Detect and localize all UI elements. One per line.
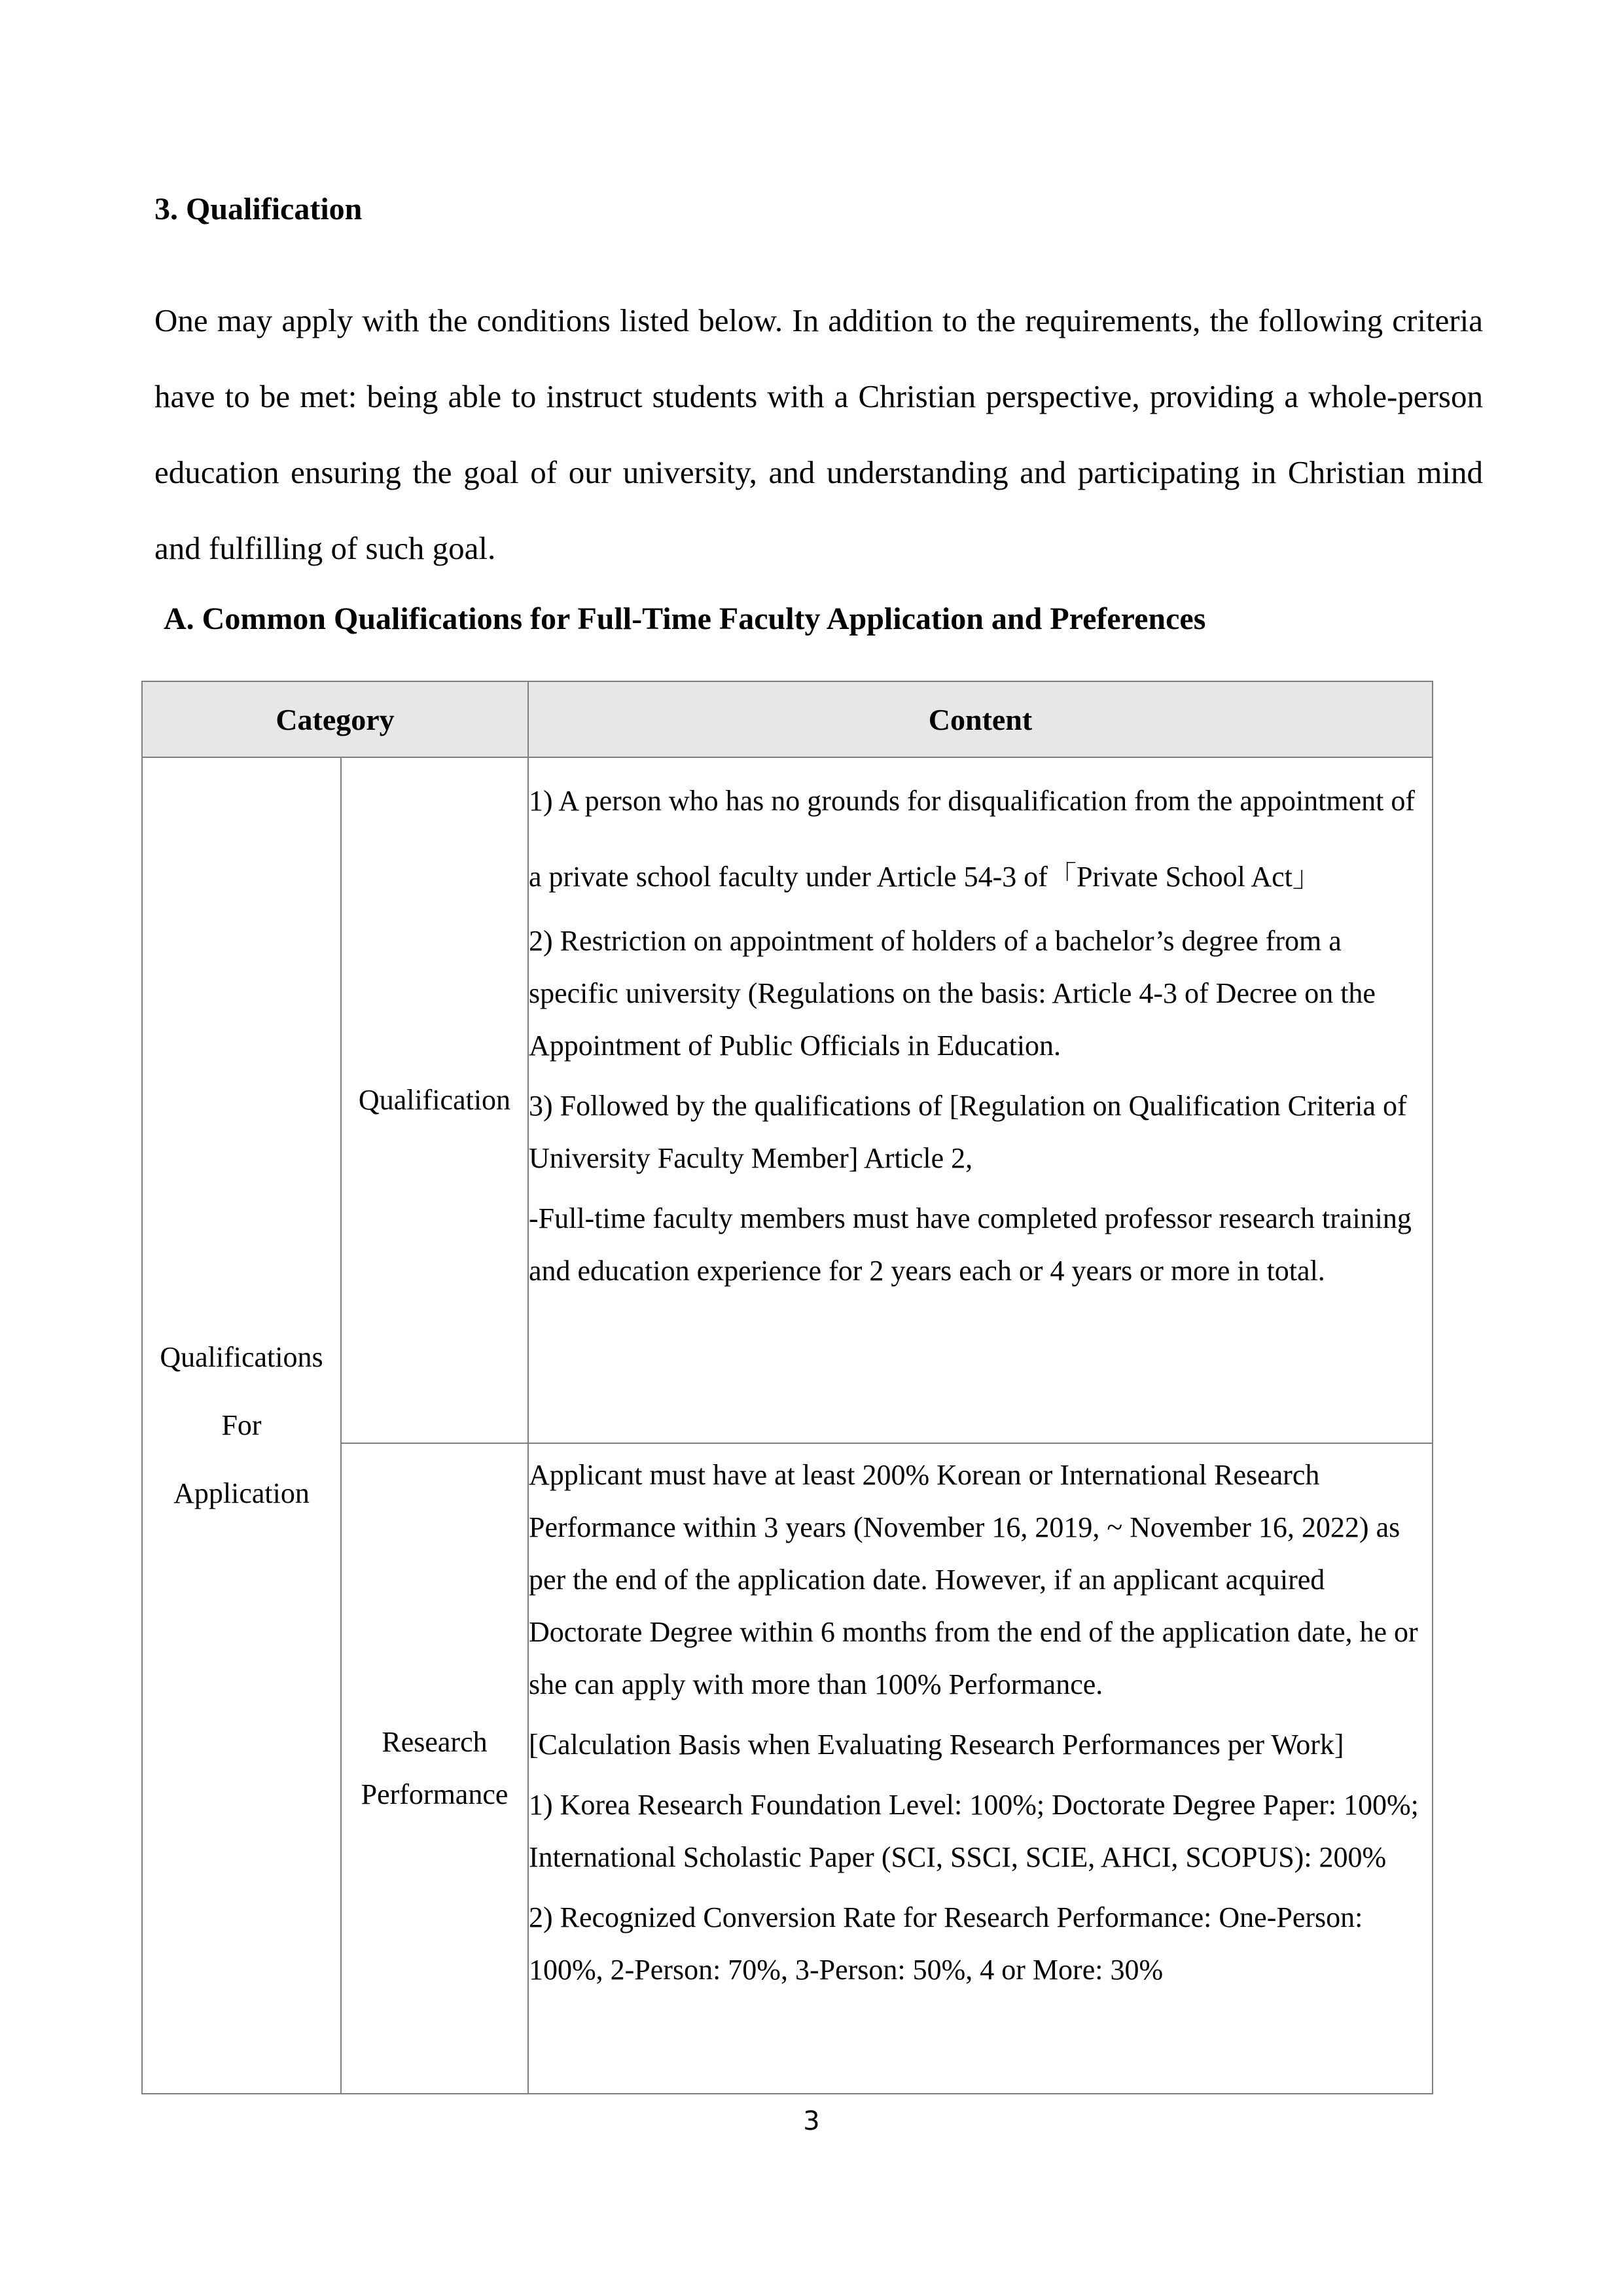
- section-heading: 3. Qualification: [154, 192, 363, 226]
- research-item: 1) Korea Research Foundation Level: 100%; Doctorate Degree Paper: 100%; International Scholastic Paper (SCI, SSCI, SCIE, AHCI, SCOPUS): 200%: [529, 1789, 1419, 1873]
- qualification-item: 1) A person who has no grounds for disqualification from the appointment of a private school faculty under Article 54-3 of「Private School Act」: [529, 785, 1415, 893]
- table-header-row: [142, 681, 1433, 757]
- subcategory-line: Research: [382, 1726, 488, 1758]
- header-content: Content: [528, 681, 1433, 757]
- qualification-item: 3) Followed by the qualifications of [Regulation on Qualification Criteria of University Faculty Member] Article 2,: [529, 1090, 1407, 1174]
- qualifications-table: [141, 681, 1433, 2094]
- research-item: Applicant must have at least 200% Korean or International Research Performance within 3 years (November 16, 2019, ~ November 16, 2022) as per the end of the application date. However, if an applicant acquired Doctorate Degree within 6 months from the end of the application date, he or she can apply with more than 100% Performance.: [529, 1459, 1418, 1700]
- intro-paragraph: One may apply with the conditions listed below. In addition to the requirements, the following criteria have to be met: being able to instruct students with a Christian perspective, providing a whole-person education ensuring the goal of our university, and understanding and participating in Christian mind and fulfilling of such goal.: [154, 302, 1483, 566]
- subcategory-research-performance: [341, 1443, 528, 2094]
- subcategory-qualification: Qualification: [341, 757, 528, 1443]
- qualification-item: -Full-time faculty members must have completed professor research training and education experience for 2 years each or 4 years or more in total.: [529, 1202, 1412, 1287]
- subcategory-line: Performance: [361, 1778, 508, 1810]
- research-item: 2) Recognized Conversion Rate for Research Performance: One-Person: 100%, 2-Person: 70%, 3-Person: 50%, 4 or More: 30%: [529, 1901, 1363, 1986]
- research-item: [Calculation Basis when Evaluating Research Performances per Work]: [529, 1729, 1344, 1761]
- category-line: Qualifications: [160, 1341, 323, 1373]
- page-number: 3: [803, 2106, 820, 2136]
- category-line: Application: [173, 1477, 310, 1509]
- subsection-heading: A. Common Qualifications for Full-Time Faculty Application and Preferences: [164, 601, 1206, 636]
- header-category: Category: [142, 681, 528, 757]
- qualification-content: [528, 757, 1433, 1443]
- research-performance-content: [528, 1443, 1433, 2094]
- table-row: [142, 757, 1433, 1443]
- category-line: For: [221, 1409, 262, 1441]
- qualification-item: 2) Restriction on appointment of holders of a bachelor’s degree from a specific university (Regulations on the basis: Article 4-3 of Decree on the Appointment of Public Officials in Education.: [529, 925, 1376, 1062]
- category-cell: [142, 757, 341, 2094]
